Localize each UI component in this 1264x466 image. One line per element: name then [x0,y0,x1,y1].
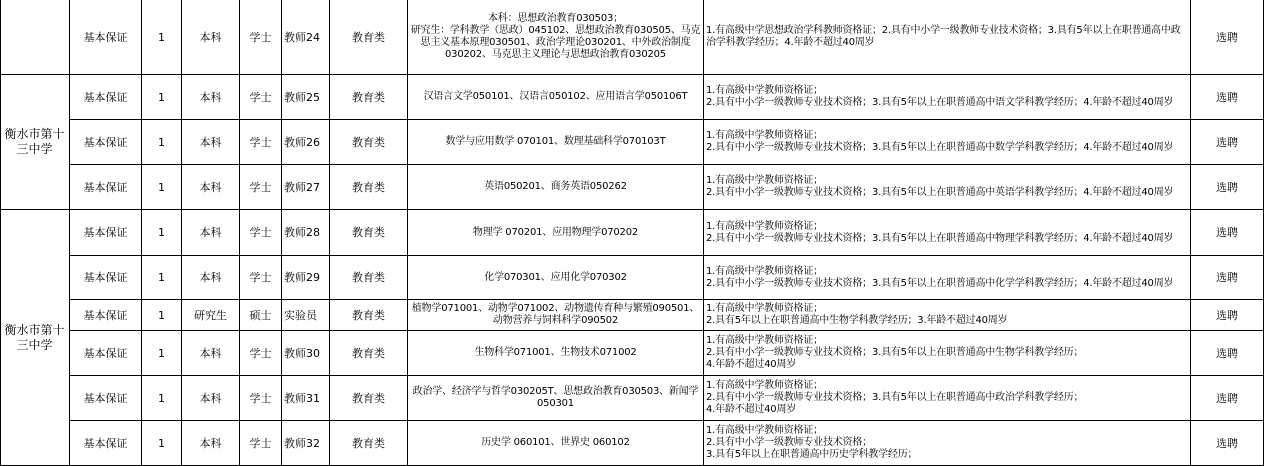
row3-type-cell [70,120,142,165]
row1-type-cell [70,0,142,75]
row8-major-cell [408,331,704,376]
row8-category-cell [330,331,408,376]
row4-requirement-cell [704,165,1191,210]
unit-cell-2 [0,210,70,466]
row1-major-cell [408,0,704,75]
cell-major-text: 植物学071001、动物学071002、动物遗传育种与繁殖090501、动物营养与饲料科学090502 [411,303,700,326]
row4-major-cell [408,165,704,210]
cell-count-text: 1 [158,226,165,239]
cell-major-text: 政治学、经济学与哲学030205T、思想政治教育030503、新闻学050301 [412,386,699,409]
row1-degree-cell [240,0,282,75]
row6-post-cell [282,256,330,300]
cell-education-text: 本科 [199,90,222,104]
row4-degree-cell [240,165,282,210]
cell-count-text: 1 [158,391,165,405]
row4-type-cell [70,165,142,210]
row10-major-cell [408,421,704,466]
row10-category-cell [330,421,408,466]
row3-education-cell [182,120,240,165]
cell-degree-text: 学士 [249,271,272,284]
cell-degree-text: 学士 [249,90,272,104]
cell-requirement-text: 1.有高级中学教师资格证； 2.具有中小学一级教师专业技术资格；3.具有5年以上在职普通高中化学学科教学经历；4.年龄不超过40周岁 [706,265,1174,289]
cell-count-text: 1 [158,271,165,284]
row3-method-cell [1191,120,1264,165]
row5-type-cell [70,210,142,256]
row1-method-cell [1191,0,1264,75]
cell-major-text: 英语050201、商务英语050262 [484,181,627,192]
cell-post-text: 教师24 [284,30,320,44]
cell-degree-text: 学士 [249,436,272,450]
unit-cell-continued [0,0,70,75]
cell-category-text: 教育类 [352,308,385,322]
row2-requirement-cell [704,75,1191,120]
cell-post-text: 实验员 [284,308,317,322]
row3-count-cell [142,120,182,165]
cell-requirement-text: 1.有高级中学教师资格证； 2.具有5年以上在职普通高中生物学科教学经历；3.年龄不超过40周岁 [706,303,1008,326]
cell-type-text: 基本保证 [83,135,128,149]
row9-method-cell [1191,376,1264,421]
cell-post-text: 教师30 [284,346,320,360]
cell-method-text: 选聘 [1216,135,1238,149]
cell-count-text: 1 [158,90,165,104]
row10-education-cell [182,421,240,466]
cell-post-text: 教师28 [284,226,320,239]
cell-method-text: 选聘 [1216,226,1238,239]
cell-requirement-text: 1.有高级中学教师资格证； 2.具有中小学一级教师专业技术资格；3.具有5年以上在职普通高中语文学科教学经历；4.年龄不超过40周岁 [706,85,1174,108]
row2-type-cell [70,75,142,120]
cell-education-text: 本科 [199,346,222,360]
row1-category-cell [330,0,408,75]
cell-type-text: 基本保证 [83,226,128,239]
row8-post-cell [282,331,330,376]
row9-type-cell [70,376,142,421]
row1-requirement-cell [704,0,1191,75]
row8-education-cell [182,331,240,376]
row9-category-cell [330,376,408,421]
row4-education-cell [182,165,240,210]
cell-degree-text: 学士 [249,135,272,149]
cell-method-text: 选聘 [1216,391,1238,405]
row2-education-cell [182,75,240,120]
cell-degree-text: 学士 [249,346,272,360]
row3-category-cell [330,120,408,165]
row6-requirement-cell [704,256,1191,300]
row7-count-cell [142,300,182,331]
cell-degree-text: 学士 [249,180,272,194]
cell-requirement-text: 1.有高级中学教师资格证； 2.具有中小学一级教师专业技术资格；3.具有5年以上在职普通高中英语学科教学经历；4.年龄不超过40周岁 [706,175,1174,198]
row3-requirement-cell [704,120,1191,165]
cell-education-text: 本科 [199,180,222,194]
row5-major-cell [408,210,704,256]
cell-degree-text: 学士 [249,391,272,405]
cell-count-text: 1 [158,30,165,44]
cell-category-text: 教育类 [352,346,385,360]
cell-category-text: 教育类 [352,135,385,149]
row7-type-cell [70,300,142,331]
cell-category-text: 教育类 [352,90,385,104]
row9-education-cell [182,376,240,421]
cell-type-text: 基本保证 [83,90,128,104]
row3-degree-cell [240,120,282,165]
row6-count-cell [142,256,182,300]
cell-education-text: 本科 [199,271,222,284]
row2-count-cell [142,75,182,120]
row10-post-cell [282,421,330,466]
cell-method-text: 选聘 [1216,30,1238,44]
cell-requirement-text: 1.有高级中学教师资格证； 2.具有中小学一级教师专业技术资格； 3.具有5年以上在职普通高中历史学科教学经历； [706,425,918,460]
row7-category-cell [330,300,408,331]
row1-post-cell [282,0,330,75]
cell-method-text: 选聘 [1216,346,1238,360]
row2-post-cell [282,75,330,120]
row8-degree-cell [240,331,282,376]
row4-count-cell [142,165,182,210]
row3-major-cell [408,120,704,165]
row10-requirement-cell [704,421,1191,466]
row9-count-cell [142,376,182,421]
unit-cell-1-text: 衡水市第十三中学 [4,127,65,156]
cell-count-text: 1 [158,308,165,322]
cell-type-text: 基本保证 [83,346,128,360]
row4-category-cell [330,165,408,210]
cell-degree-text: 硕士 [249,308,272,322]
cell-education-text: 本科 [199,226,222,239]
cell-major-text: 化学070301、应用化学070302 [484,271,627,283]
cell-type-text: 基本保证 [83,180,128,194]
cell-education-text: 本科 [199,135,222,149]
row4-method-cell [1191,165,1264,210]
row7-post-cell [282,300,330,331]
cell-requirement-text: 1.有高级中学教师资格证； 2.具有中小学一级教师专业技术资格；3.具有5年以上在职普通高中政治学科教学经历； 4.年龄不超过40周岁 [706,380,1084,415]
cell-category-text: 教育类 [352,391,385,405]
row9-degree-cell [240,376,282,421]
cell-post-text: 教师27 [284,180,320,194]
row3-post-cell [282,120,330,165]
cell-method-text: 选聘 [1216,90,1238,104]
row8-method-cell [1191,331,1264,376]
unit-cell-2-text: 衡水市第十三中学 [4,322,65,352]
cell-major-text: 历史学 060101、世界史 060102 [481,437,630,448]
row6-major-cell [408,256,704,300]
row5-education-cell [182,210,240,256]
cell-requirement-text: 1.有高级中学教师资格证； 2.具有中小学一级教师专业技术资格；3.具有5年以上在职普通高中生物学科教学经历； 4.年龄不超过40周岁 [706,335,1084,370]
cell-education-text: 研究生 [194,308,227,322]
row6-degree-cell [240,256,282,300]
row5-requirement-cell [704,210,1191,256]
row2-category-cell [330,75,408,120]
cell-method-text: 选聘 [1216,308,1238,322]
row6-category-cell [330,256,408,300]
cell-education-text: 本科 [199,30,222,44]
cell-category-text: 教育类 [352,226,385,239]
cell-type-text: 基本保证 [83,436,128,450]
cell-post-text: 教师29 [284,271,320,284]
cell-method-text: 选聘 [1216,180,1238,194]
cell-post-text: 教师25 [284,90,320,104]
row9-major-cell [408,376,704,421]
cell-degree-text: 学士 [249,30,272,44]
cell-type-text: 基本保证 [83,391,128,405]
cell-count-text: 1 [158,436,165,450]
cell-category-text: 教育类 [352,30,385,44]
cell-type-text: 基本保证 [83,30,128,44]
row7-degree-cell [240,300,282,331]
cell-education-text: 本科 [199,436,222,450]
cell-category-text: 教育类 [352,436,385,450]
cell-major-text: 数学与应用数学 070101、数理基础科学070103T [445,136,666,147]
cell-requirement-text: 1.有高级中学教师资格证； 2.具有中小学一级教师专业技术资格；3.具有5年以上在职普通高中物理学科教学经历；4.年龄不超过40周岁 [706,220,1174,244]
cell-count-text: 1 [158,346,165,360]
row2-major-cell [408,75,704,120]
row8-requirement-cell [704,331,1191,376]
row6-method-cell [1191,256,1264,300]
cell-category-text: 教育类 [352,180,385,194]
row5-method-cell [1191,210,1264,256]
cell-major-text: 本科：思想政治教育030503； 研究生：学科教学（思政）045102、思想政治教育030505、马克思主义基本原理030501、政治学理论030201、中外政治制度030202、马克思主义理论与思想政治教育030205 [410,13,701,60]
row8-type-cell [70,331,142,376]
row7-major-cell [408,300,704,331]
row5-count-cell [142,210,182,256]
row10-type-cell [70,421,142,466]
cell-category-text: 教育类 [352,271,385,284]
unit-cell-1 [0,75,70,210]
row8-count-cell [142,331,182,376]
cell-post-text: 教师31 [284,391,320,405]
cell-major-text: 物理学 070201、应用物理学070202 [472,226,639,238]
cell-count-text: 1 [158,180,165,194]
cell-requirement-text: 1.有高级中学思想政治学科教师资格证；2.具有中小学一级教师专业技术资格；3.具有5年以上在职普通高中政治学科教学经历；4.年龄不超过40周岁 [706,25,1181,48]
row4-post-cell [282,165,330,210]
cell-post-text: 教师32 [284,436,320,450]
cell-count-text: 1 [158,135,165,149]
row2-degree-cell [240,75,282,120]
cell-post-text: 教师26 [284,135,320,149]
row5-degree-cell [240,210,282,256]
row2-method-cell [1191,75,1264,120]
row6-type-cell [70,256,142,300]
row7-education-cell [182,300,240,331]
row10-count-cell [142,421,182,466]
row10-degree-cell [240,421,282,466]
cell-degree-text: 学士 [249,226,272,239]
row6-education-cell [182,256,240,300]
row1-count-cell [142,0,182,75]
cell-method-text: 选聘 [1216,271,1238,284]
row5-category-cell [330,210,408,256]
cell-type-text: 基本保证 [83,308,128,322]
row10-method-cell [1191,421,1264,466]
cell-method-text: 选聘 [1216,436,1238,450]
cell-requirement-text: 1.有高级中学教师资格证； 2.具有中小学一级教师专业技术资格；3.具有5年以上在职普通高中数学学科教学经历；4.年龄不超过40周岁 [706,130,1174,153]
row1-education-cell [182,0,240,75]
row5-post-cell [282,210,330,256]
cell-type-text: 基本保证 [83,271,128,284]
row7-method-cell [1191,300,1264,331]
row9-requirement-cell [704,376,1191,421]
cell-education-text: 本科 [199,391,222,405]
row7-requirement-cell [704,300,1191,331]
cell-major-text: 生物科学071001、生物技术071002 [474,347,637,358]
cell-major-text: 汉语言文学050101、汉语言050102、应用语言学050106T [423,91,688,102]
row9-post-cell [282,376,330,421]
